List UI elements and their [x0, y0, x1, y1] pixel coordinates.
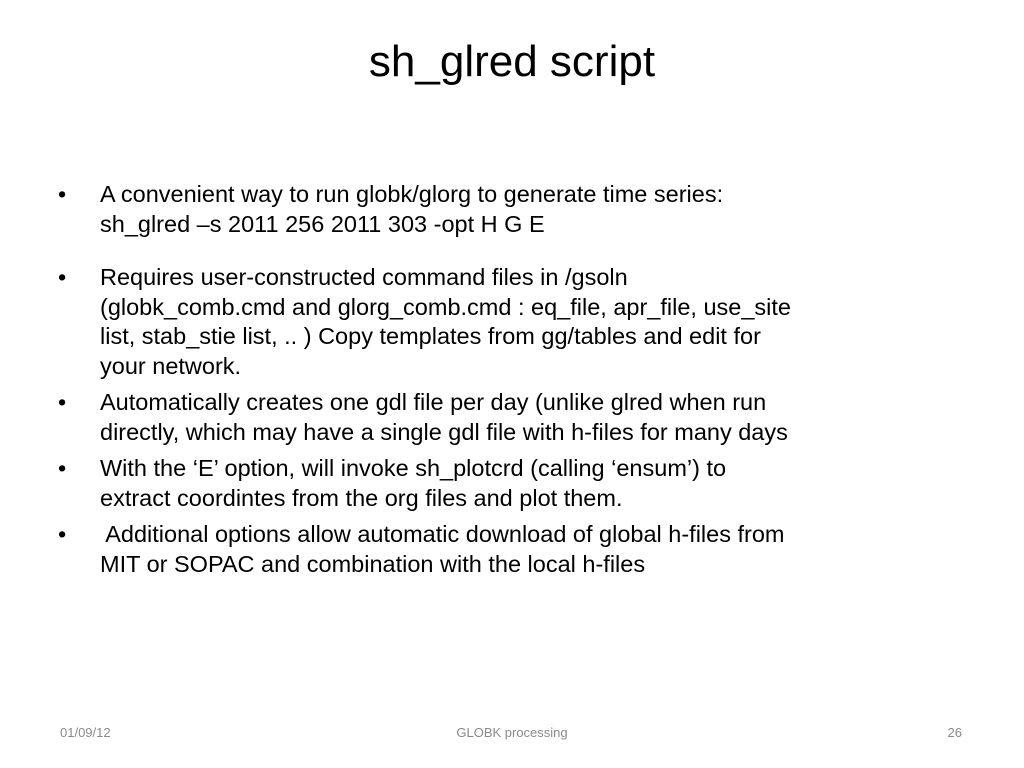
bullet-text-line: Additional options allow automatic download of global h-files from: [100, 521, 785, 547]
footer-page-number: 26: [947, 725, 962, 740]
bullet-item: [56, 520, 976, 579]
bullet-dot-icon: •: [58, 264, 67, 290]
bullet-text-line: With the ‘E’ option, will invoke sh_plotcrd (calling ‘ensum’) to: [100, 455, 727, 481]
bullet-item: [56, 388, 976, 447]
bullet-text-line: A convenient way to run globk/glorg to generate time series:: [100, 181, 724, 207]
bullet-dot-icon: •: [58, 389, 67, 415]
bullet-text-line: sh_glred –s 2011 256 2011 303 -opt H G E: [100, 210, 545, 237]
slide-title: sh_glred script: [368, 37, 656, 86]
bullet-text-line: your network.: [100, 352, 242, 379]
bullet-list: [56, 180, 976, 586]
bullet-dot-icon: •: [58, 521, 67, 547]
bullet-text-line: Automatically creates one gdl file per day (unlike glred when run: [100, 389, 767, 415]
bullet-text-line: MIT or SOPAC and combination with the local h-files: [100, 550, 646, 577]
bullet-text-line: (globk_comb.cmd and glorg_comb.cmd : eq_file, apr_file, use_site: [100, 293, 792, 320]
bullet-dot-icon: •: [58, 455, 67, 481]
bullet-item: [56, 180, 976, 239]
footer-title: GLOBK processing: [456, 725, 568, 740]
bullet-text-line: directly, which may have a single gdl file with h-files for many days: [100, 418, 788, 445]
bullet-item: [56, 263, 976, 381]
footer-date: 01/09/12: [60, 725, 111, 740]
bullet-text-line: extract coordintes from the org files and plot them.: [100, 484, 623, 511]
bullet-text-line: Requires user-constructed command files in /gsoln: [100, 264, 628, 290]
bullet-dot-icon: •: [58, 181, 67, 207]
bullet-item: [56, 454, 976, 513]
bullet-text-line: list, stab_stie list, .. ) Copy templates from gg/tables and edit for: [100, 323, 761, 349]
